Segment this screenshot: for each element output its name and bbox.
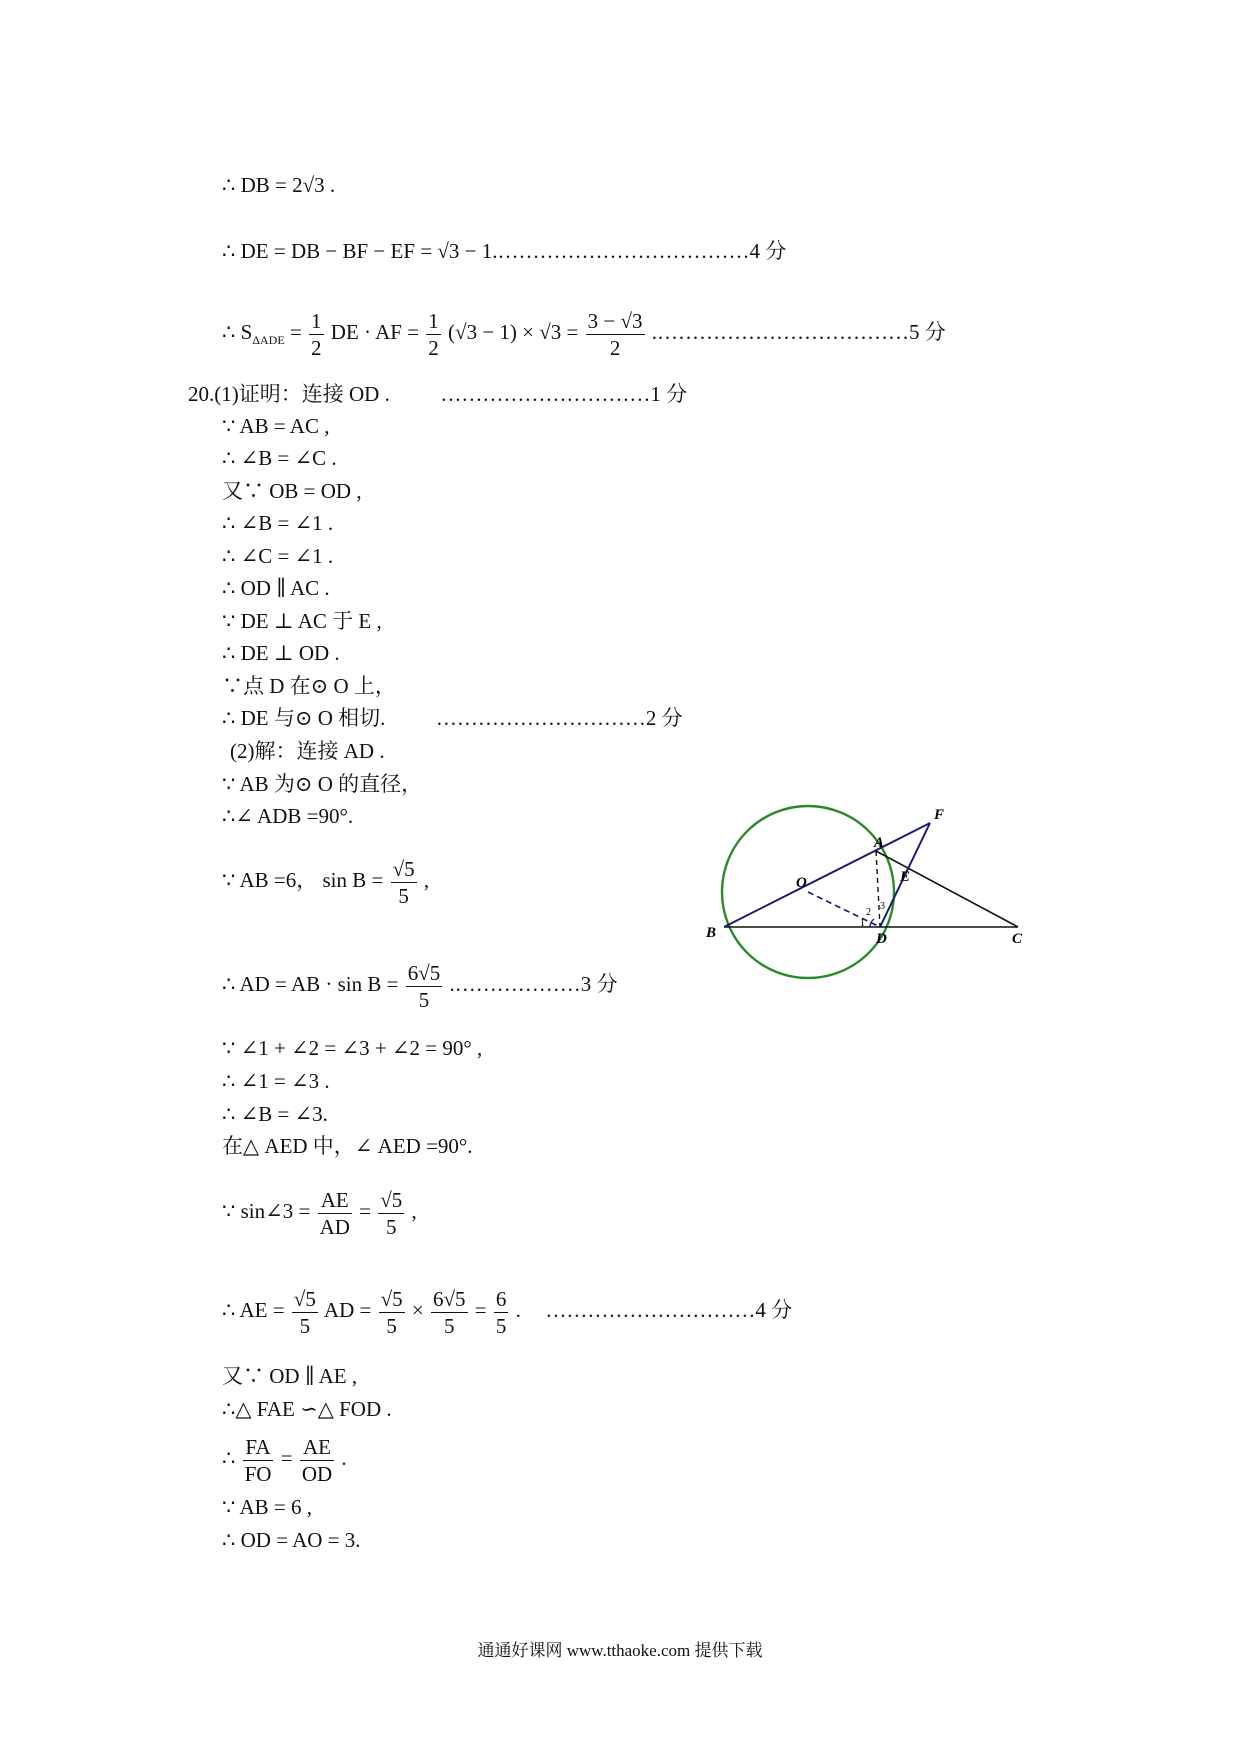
proof-line-4: ∴ ∠B = ∠1 .	[222, 511, 334, 535]
sin3-line	[222, 1183, 417, 1240]
segment-ad-dashed	[876, 851, 880, 927]
score-5: ………………………………5 分	[657, 320, 946, 344]
ab6-line: ∵ AB = 6 ,	[222, 1495, 312, 1519]
proof-line-7: ∵ DE ⊥ AC 于 E ,	[222, 609, 382, 633]
label-d: D	[876, 931, 887, 947]
ae-times: ×	[411, 1298, 429, 1322]
ratio-line	[222, 1430, 347, 1487]
angleb3-line: ∴ ∠B = ∠3.	[222, 1102, 328, 1126]
diameter-line: ∵ AB 为⊙ O 的直径，	[222, 772, 423, 796]
label-b: B	[706, 925, 717, 941]
sin-b-end: ,	[423, 868, 430, 892]
proof-line-2: ∴ ∠B = ∠C .	[222, 446, 337, 470]
tangent-line	[222, 704, 683, 732]
ratio-end: .	[341, 1446, 347, 1470]
angle-sum-line: ∵ ∠1 + ∠2 = ∠3 + ∠2 = 90° ,	[222, 1036, 483, 1060]
q20-heading-text: 20.(1)证明：连接 OD .	[188, 382, 390, 406]
angle-adb-line: ∴∠ ADB =90°.	[222, 804, 354, 828]
ae-mid: AD =	[323, 1298, 377, 1322]
proof-line-6: ∴ OD ∥ AC .	[222, 576, 330, 600]
sin-b-line	[222, 852, 429, 909]
similar-line: ∴△ FAE ∽△ FOD .	[222, 1397, 392, 1421]
score-4b: …………………………4 分	[545, 1298, 793, 1322]
angle13-line: ∴ ∠1 = ∠3 .	[222, 1069, 330, 1093]
parallel-line: 又∵ OD ∥ AE ,	[222, 1364, 358, 1388]
line-de	[222, 237, 786, 265]
ad-line	[222, 956, 618, 1013]
label-o: O	[796, 875, 807, 891]
frac-fa-fo: $\frac{FA}{FO}$	[244, 1434, 272, 1486]
frac-half-1: $\frac{1}{2}$	[311, 308, 322, 360]
label-c: C	[1012, 931, 1023, 947]
frac-ae-4: $\frac{6}{5}$	[495, 1286, 507, 1338]
ae-line	[222, 1282, 792, 1339]
label-angle-1: 1	[860, 918, 865, 929]
triangle-aed-line: 在△ AED 中，∠ AED =90°.	[222, 1134, 473, 1158]
sin3-eq: =	[359, 1199, 377, 1223]
frac-ae-1: $\frac{√5}{5}$	[293, 1286, 316, 1338]
tangent-text: ∴ DE 与⊙ O 相切.	[222, 706, 386, 730]
frac-ae-ad: $\frac{AE}{AD}$	[319, 1187, 350, 1239]
label-angle-2: 2	[866, 907, 871, 918]
score-1: …………………………1 分	[440, 382, 688, 406]
frac-ae-2: $\frac{√5}{5}$	[380, 1286, 403, 1338]
proof-line-9: ∵点 D 在⊙ O 上，	[222, 674, 396, 698]
label-angle-3: 3	[880, 901, 885, 912]
proof-line-8: ∴ DE ⊥ OD .	[222, 641, 340, 665]
frac-ae-od: $\frac{AE}{OD}$	[301, 1434, 333, 1486]
frac-ad: $\frac{6√5}{5}$	[407, 960, 441, 1012]
score-2: …………………………2 分	[435, 706, 683, 730]
label-f: F	[934, 807, 945, 823]
line-db: ∴ DB = 2√3 .	[222, 173, 336, 197]
area-sub: ΔADE	[252, 333, 285, 348]
area-eq1: =	[284, 320, 308, 344]
proof-line-1: ∵ AB = AC ,	[222, 414, 330, 438]
ratio-prefix: ∴	[222, 1446, 241, 1470]
ae-prefix: ∴ AE =	[222, 1298, 290, 1322]
frac-result: $\frac{3 - √3}{2}$	[587, 308, 643, 360]
proof-line-5: ∴ ∠C = ∠1 .	[222, 544, 334, 568]
q20-part1-heading	[188, 380, 687, 408]
line-area	[222, 304, 946, 368]
ad-prefix: ∴ AD = AB · sin B =	[222, 972, 404, 996]
label-a: A	[874, 835, 885, 851]
proof-line-3: 又∵ OB = OD ,	[222, 479, 362, 503]
ae-end: .	[515, 1298, 521, 1322]
ratio-eq: =	[280, 1446, 298, 1470]
frac-sin3-val: $\frac{√5}{5}$	[380, 1187, 403, 1239]
frac-sin-b: $\frac{√5}{5}$	[392, 856, 415, 908]
area-prefix: ∴ S	[222, 320, 253, 344]
frac-half-2: $\frac{1}{2}$	[428, 308, 439, 360]
ae-eq: =	[474, 1298, 492, 1322]
sin3-end: ,	[411, 1199, 417, 1223]
area-mid2: (√3 − 1) × √3 =	[448, 320, 584, 344]
geometry-figure	[700, 795, 1040, 985]
area-end: .	[651, 320, 657, 344]
sin3-prefix: ∵ sin∠3 =	[222, 1199, 316, 1223]
score-4: ………………………………4 分	[497, 239, 787, 263]
page-footer: 通通好课网 www.tthaoke.com 提供下载	[477, 1641, 763, 1660]
line-de-text: ∴ DE = DB − BF − EF = √3 − 1.	[222, 239, 498, 263]
q20-part2-heading: (2)解：连接 AD .	[230, 739, 385, 763]
frac-ae-3: $\frac{6√5}{5}$	[432, 1286, 466, 1338]
od3-line: ∴ OD = AO = 3.	[222, 1528, 361, 1552]
sin-b-prefix: ∵ AB =6， sin B =	[222, 868, 389, 892]
label-e: E	[900, 869, 911, 885]
area-mid: DE · AF =	[330, 320, 425, 344]
score-3: ………………3 分	[454, 972, 618, 996]
ad-end: .	[449, 972, 455, 996]
